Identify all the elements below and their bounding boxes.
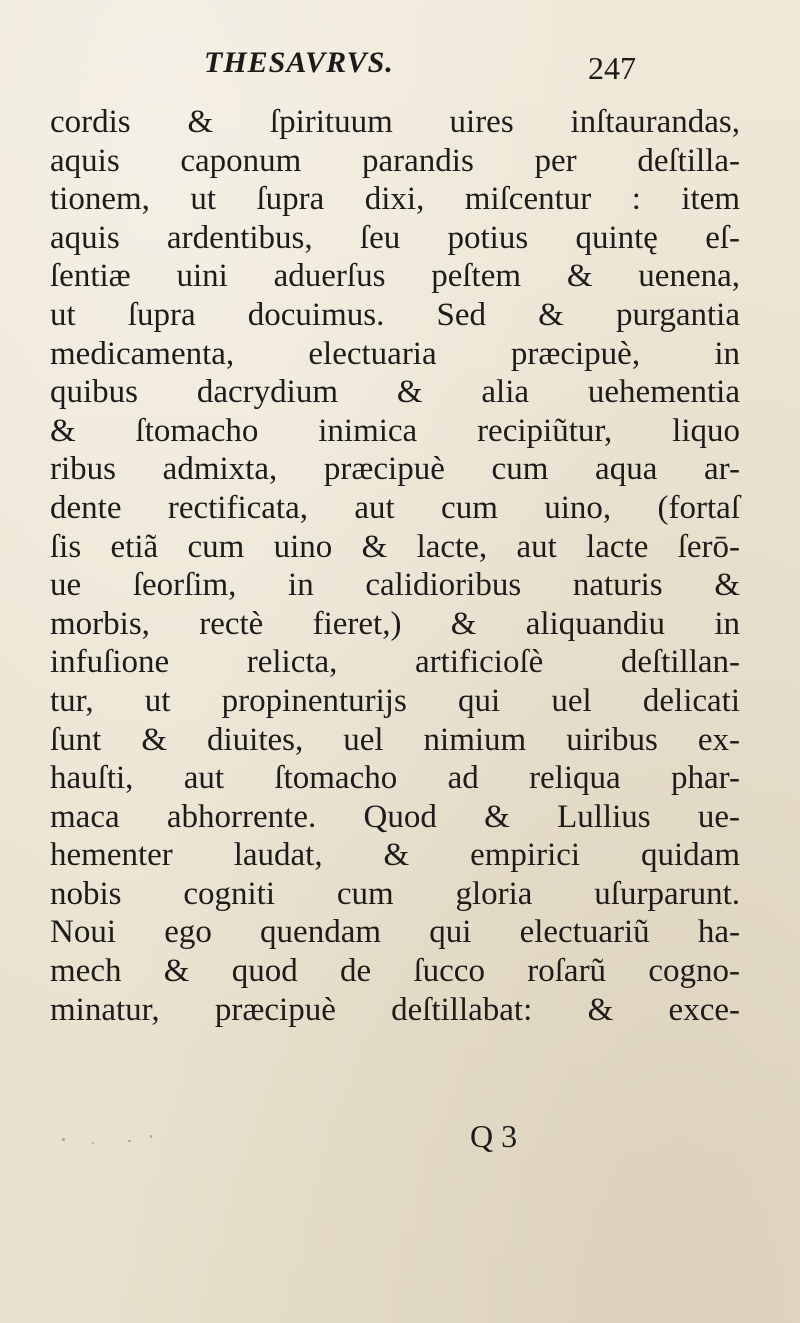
text-line: & ſtomacho inimica recipiũtur, liquo [50,412,740,449]
paper-speck [62,1138,65,1141]
text-line: minatur, præcipuè deſtillabat: & exce- [50,991,740,1028]
text-line: maca abhorrente. Quod & Lullius ue- [50,798,740,835]
text-line: tur, ut propinenturijs qui uel delicati [50,682,740,719]
text-line: tionem, ut ſupra dixi, miſcentur : item [50,181,740,218]
text-line: hementer laudat, & empirici quidam [50,837,740,874]
text-line: cordis & ſpirituum uires inſtaurandas, [50,104,740,140]
text-line: nobis cogniti cum gloria uſurparunt. [50,875,740,912]
paper-speck [150,1135,152,1138]
text-line: ſunt & diuites, uel nimium uiribus ex- [50,721,740,758]
text-line: ſentiæ uini aduerſus peſtem & uenena, [50,258,740,295]
text-line: ribus admixta, præcipuè cum aqua ar- [50,451,740,488]
text-line: quibus dacrydium & alia uehementia [50,374,740,411]
page-header [0,46,800,96]
text-line: infuſione relicta, artificioſè deſtillan- [50,644,740,681]
text-line: ſis etiã cum uino & lacte, aut lacte ſerō- [50,528,740,565]
page-number: 247 [588,50,636,86]
text-line: ut ſupra docuimus. Sed & purgantia [50,296,740,333]
text-line: Noui ego quendam qui electuariũ ha- [50,914,740,951]
text-line: aquis ardentibus, ſeu potius quintę eſ- [50,219,740,256]
text-line: hauſti, aut ſtomacho ad reliqua phar- [50,760,740,797]
text-line: dente rectificata, aut cum uino, (fortaſ [50,489,740,526]
text-line: mech & quod de ſucco roſarũ cogno- [50,953,740,990]
text-line: ue ſeorſim, in calidioribus naturis & [50,567,740,604]
text-line: medicamenta, electuaria præcipuè, in [50,335,740,372]
text-line: aquis caponum parandis per deſtilla- [50,142,740,179]
signature-mark: Q 3 [470,1118,518,1154]
running-title: THESAVRVS. [204,46,394,79]
paper-speck [128,1140,131,1142]
page-footer [0,1118,800,1168]
paper-speck [92,1142,94,1144]
body-text [50,103,740,1029]
text-line: morbis, rectè fieret,) & aliquandiu in [50,605,740,642]
